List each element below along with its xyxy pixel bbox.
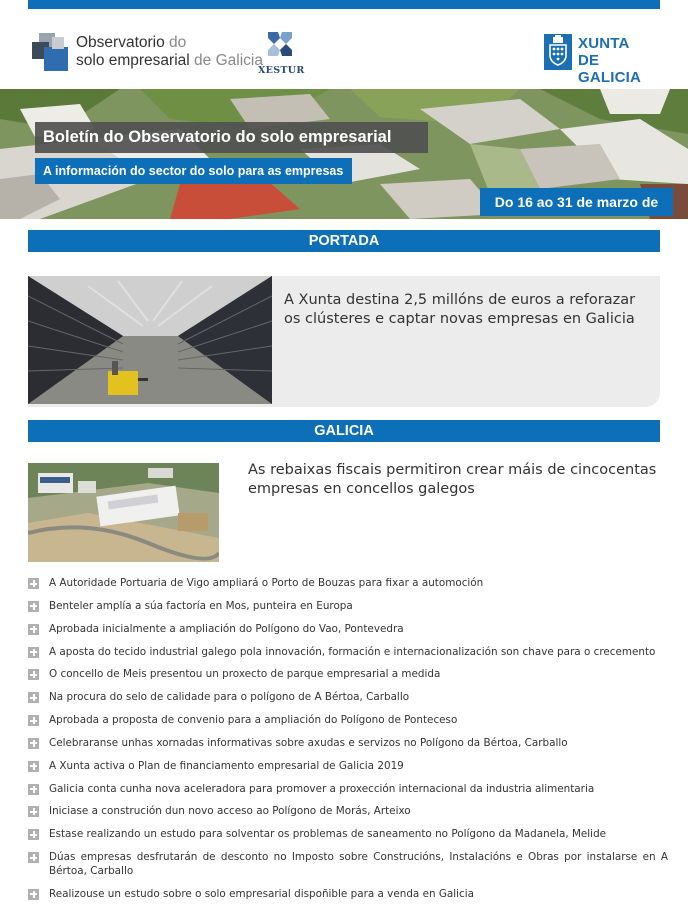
industrial-park-aerial-image (28, 463, 219, 562)
news-item-text[interactable]: A Xunta activa o Plan de financiamento empresarial de Galicia 2019 (49, 759, 404, 772)
expand-plus-icon[interactable] (28, 784, 39, 795)
top-accent-bar (28, 0, 660, 9)
news-item[interactable] (28, 850, 668, 878)
news-item-text[interactable]: A aposta do tecido industrial galego pola innovación, formación e internacionalización son chave para o crecemento (49, 645, 656, 658)
news-item-text[interactable]: Celebraranse unhas xornadas informativas sobre axudas e servizos no Polígono da Bértoa, Carballo (49, 736, 568, 749)
xunta-line2: DE GALICIA (578, 52, 642, 86)
xunta-emblem-icon (544, 34, 572, 70)
expand-plus-icon[interactable] (28, 669, 39, 680)
newsletter-subtitle: A información do sector do solo para as empresas (35, 158, 352, 184)
portada-feature-card[interactable] (28, 276, 660, 407)
observatory-name[interactable] (76, 34, 263, 70)
portada-article-title[interactable]: A Xunta destina 2,5 millóns de euros a reforazar os clústeres e captar novas empresas en Galicia (284, 292, 636, 327)
news-item[interactable] (28, 736, 668, 750)
news-item-text[interactable]: Estase realizando un estudo para solventar os problemas de saneamento no Polígono da Madanela, Melide (49, 828, 607, 841)
news-item[interactable] (28, 713, 668, 727)
expand-plus-icon[interactable] (28, 715, 39, 726)
expand-plus-icon[interactable] (28, 738, 39, 749)
news-item[interactable] (28, 576, 668, 590)
news-item[interactable] (28, 667, 668, 681)
xestur-logo[interactable] (258, 29, 305, 81)
news-item[interactable] (28, 827, 668, 841)
section-header-galicia: GALICIA (28, 420, 660, 442)
xunta-logo[interactable] (544, 33, 664, 86)
observatory-line1: Observatorio (76, 34, 165, 51)
expand-plus-icon[interactable] (28, 601, 39, 612)
news-item-text[interactable]: A Autoridade Portuaria de Vigo ampliará o Porto de Bouzas para fixar a automoción (49, 577, 484, 589)
news-list (28, 576, 668, 910)
news-item-text[interactable]: Aprobada inicialmente a ampliación do Polígono do Vao, Pontevedra (49, 622, 404, 635)
news-item-text[interactable]: Benteler amplía a súa factoría en Mos, punteira en Europa (49, 599, 353, 612)
news-item-text[interactable]: Iniciase a construción dun novo acceso ao Polígono de Morás, Arteixo (49, 805, 411, 818)
expand-plus-icon[interactable] (28, 624, 39, 635)
xestur-logo-icon (265, 29, 295, 59)
expand-plus-icon[interactable] (28, 578, 39, 589)
observatory-line2-light: de Galicia (189, 52, 263, 69)
warehouse-image (28, 276, 272, 404)
expand-plus-icon[interactable] (28, 852, 39, 863)
industrial-park-photo[interactable] (28, 463, 219, 562)
xunta-line1: XUNTA (578, 35, 630, 52)
news-item[interactable] (28, 690, 668, 704)
expand-plus-icon[interactable] (28, 647, 39, 658)
observatory-line2: solo empresarial (76, 52, 190, 69)
observatory-logo-icon (30, 31, 72, 73)
warehouse-photo[interactable] (28, 276, 272, 404)
newsletter-title: Boletín do Observatorio do solo empresarial (35, 122, 428, 153)
news-item[interactable] (28, 599, 668, 613)
header (0, 9, 688, 89)
expand-plus-icon[interactable] (28, 829, 39, 840)
news-item[interactable] (28, 622, 668, 636)
newsletter-date-range: Do 16 ao 31 de marzo de (480, 188, 673, 216)
news-item[interactable] (28, 804, 668, 818)
news-item[interactable] (28, 887, 668, 901)
news-item[interactable] (28, 645, 668, 659)
news-item[interactable] (28, 759, 668, 773)
section-header-portada: PORTADA (28, 230, 660, 252)
news-item[interactable] (28, 782, 668, 796)
news-item-text[interactable]: Galicia conta cunha nova aceleradora para promover a proxección internacional da industria alimentaria (49, 782, 595, 795)
expand-plus-icon[interactable] (28, 692, 39, 703)
expand-plus-icon[interactable] (28, 889, 39, 900)
news-item-text[interactable]: O concello de Meis presentou un proxecto de parque empresarial a medida (49, 668, 441, 681)
news-item-text[interactable]: Na procura do selo de calidade para o polígono de A Bértoa, Carballo (49, 691, 410, 704)
xestur-label: XESTUR (258, 65, 305, 76)
observatory-line1-light: do (164, 34, 187, 51)
expand-plus-icon[interactable] (28, 761, 39, 772)
news-item-text[interactable]: Aprobada a proposta de convenio para a ampliación do Polígono de Ponteceso (49, 714, 458, 727)
expand-plus-icon[interactable] (28, 806, 39, 817)
news-item-text[interactable]: Dúas empresas desfrutarán de desconto no Imposto sobre Construcións, Instalacións e Obras por instalarse en A Bértoa, Carballo (49, 851, 668, 878)
news-item-text[interactable]: Realizouse un estudo sobre o solo empresarial dispoñible para a venda en Galicia (49, 887, 475, 900)
galicia-article-title[interactable]: As rebaixas fiscais permitiron crear máis de cincocentas empresas en concellos galegos (248, 462, 657, 497)
